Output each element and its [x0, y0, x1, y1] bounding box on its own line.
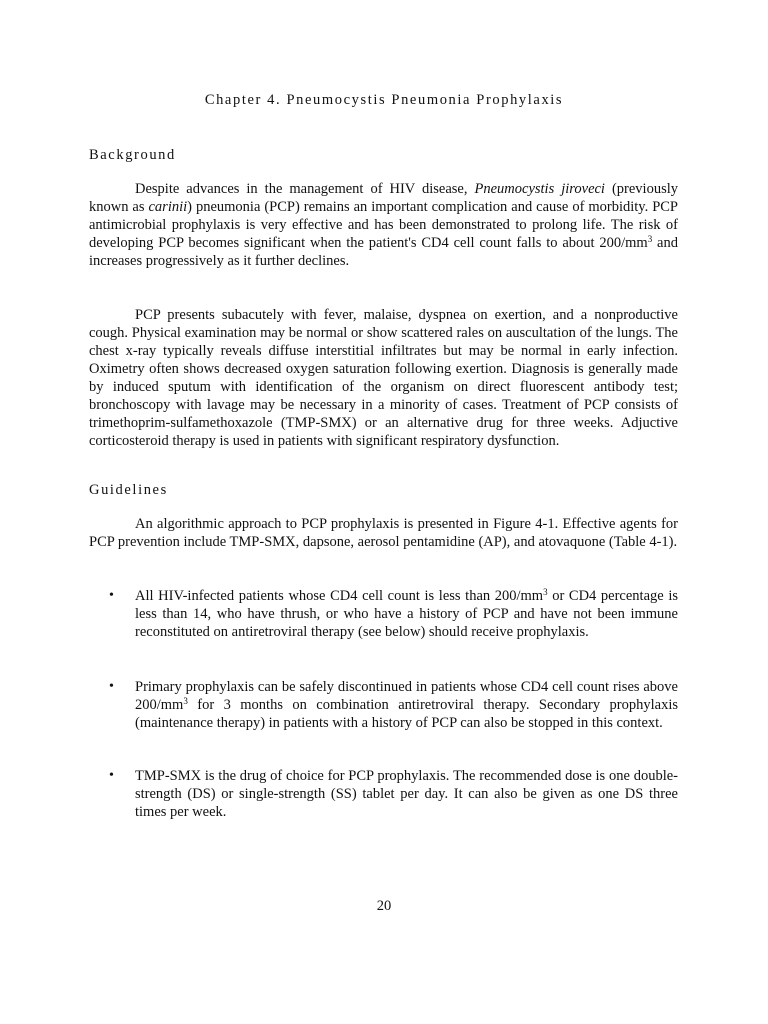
superscript: 3	[543, 587, 548, 597]
bullet-item	[109, 767, 678, 821]
superscript: 3	[647, 234, 653, 244]
superscript: 3	[183, 696, 188, 706]
text-run: PCP presents subacutely with fever, malaise, dyspnea on exertion, and a nonproductive cough. Physical examination may be normal or show scattered rales on auscultation of the lungs. The chest x-ray typically reveals diffuse interstitial infiltrates but may be normal in early infection. Oximetry often shows decreased oxygen saturation following exertion. Diagnosis is generally made by induced sputum with identification of the organism on direct fluorescent antibody test; bronchoscopy with lavage may be necessary in a minority of cases. Treatment of PCP consists of trimethoprim-sulfamethoxazole (TMP-SMX) or an alternative drug for three weeks. Adjuctive corticosteroid therapy is used in patients with significant respiratory dysfunction.	[89, 307, 678, 449]
text-run: ) pneumonia (PCP) remains an important complication and cause of morbidity. PCP antimicrobial prophylaxis is very effective and has been demonstrated to prolong life. The risk of developing PCP becomes significant when the patient's CD4 cell count falls to about 200/mm	[89, 199, 678, 251]
italic-text: carinii	[148, 199, 188, 215]
background-paragraph-2	[89, 306, 678, 450]
bullet-item	[109, 587, 678, 641]
bullet-icon: •	[109, 588, 114, 603]
text-run: (previously known as	[89, 181, 678, 215]
text-run: TMP-SMX is the drug of choice for PCP prophylaxis. The recommended dose is one double-strength (DS) or single-strength (SS) tablet per day. It can also be given as one DS three times per week.	[135, 768, 678, 820]
text-run: All HIV-infected patients whose CD4 cell count is less than 200/mm	[135, 588, 544, 604]
bullet-item	[109, 678, 678, 732]
background-heading: Background	[89, 147, 176, 163]
text-run: for 3 months on combination antiretroviral therapy. Secondary prophylaxis (maintenance therapy) in patients with a history of PCP can also be stopped in this context.	[135, 697, 678, 731]
bullet-icon: •	[109, 768, 114, 783]
chapter-title: Chapter 4. Pneumocystis Pneumonia Prophylaxis	[204, 92, 564, 108]
text-run: Despite advances in the management of HIV disease,	[135, 181, 475, 197]
text-run: Primary prophylaxis can be safely discontinued in patients whose CD4 cell count rises above 200/mm	[135, 679, 678, 713]
text-run: or CD4 percentage is less than 14, who have thrush, or who have a history of PCP and have not been immune reconstituted on antiretroviral therapy (see below) should receive prophylaxis.	[135, 588, 678, 640]
page-number: 20	[376, 898, 392, 914]
guidelines-heading: Guidelines	[89, 482, 168, 498]
bullet-icon: •	[109, 679, 114, 694]
background-paragraph-1	[89, 180, 678, 270]
text-run: An algorithmic approach to PCP prophylaxis is presented in Figure 4-1. Effective agents for PCP prevention include TMP-SMX, dapsone, aerosol pentamidine (AP), and atovaquone (Table 4-1).	[89, 516, 678, 550]
italic-text: Pneumocystis jiroveci	[474, 181, 605, 197]
text-run: and increases progressively as it further declines.	[89, 235, 678, 269]
guidelines-intro-paragraph	[89, 515, 678, 551]
